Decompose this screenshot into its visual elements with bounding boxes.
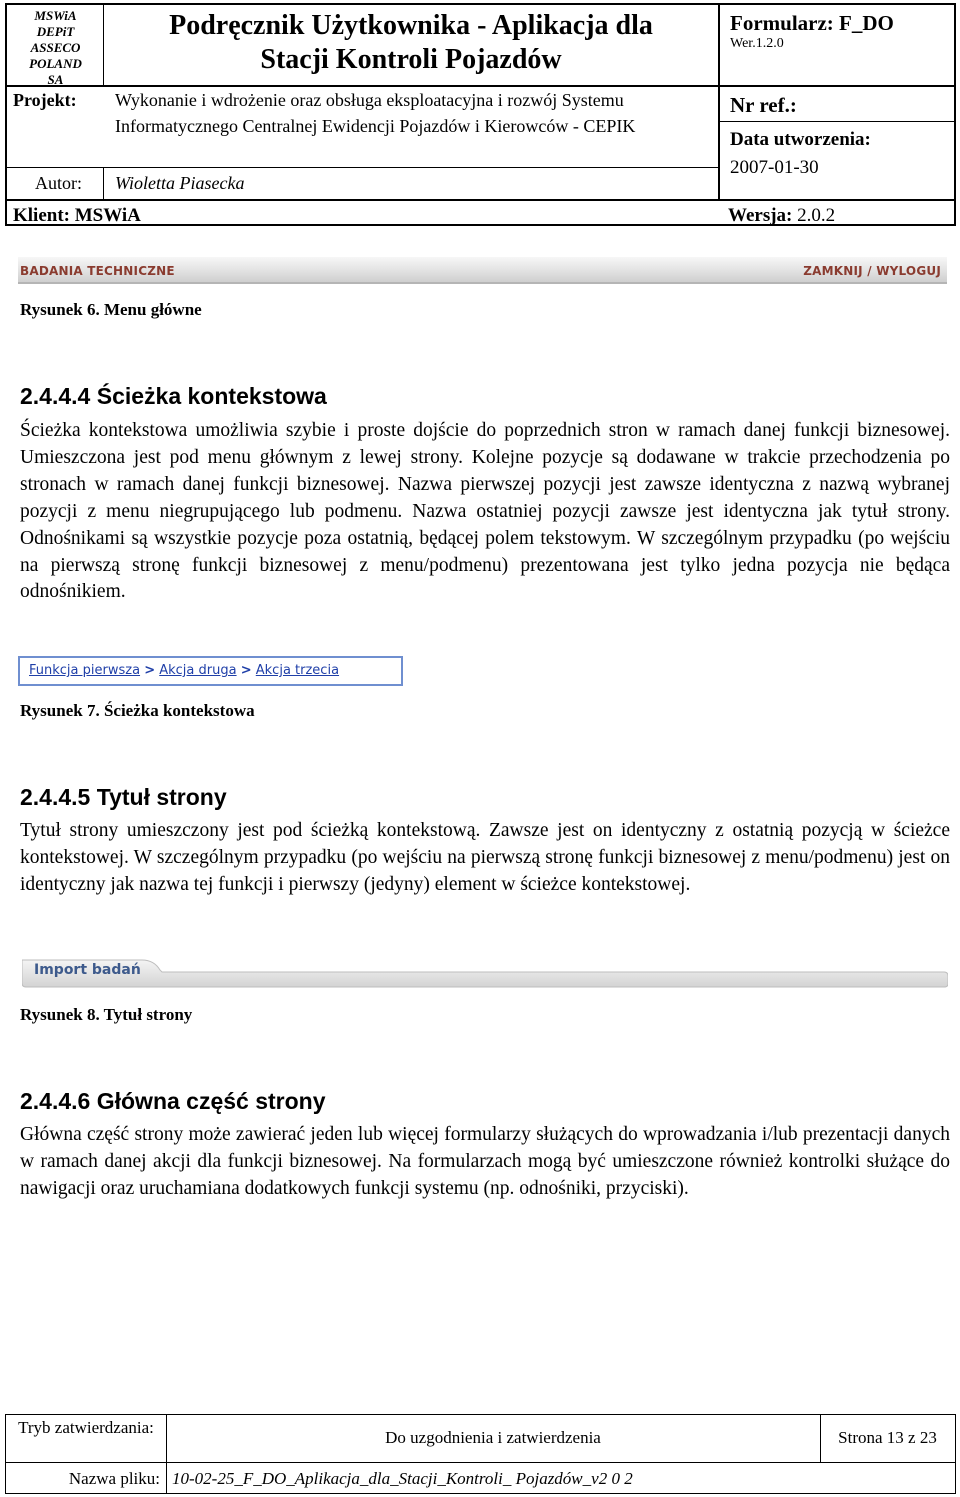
menu-item-technical-inspections[interactable]: BADANIA TECHNICZNE — [20, 264, 175, 278]
section-paragraph: Ścieżka kontekstowa umożliwia szybie i proste dojście do poprzednich stron w ramach danej funkcji biznesowej. Umieszczona jest pod menu głównym z lewej strony. Kolejne pozycje są dodawane w trakcie przechodzenia po stronach w ramach danej funkcji biznesowej. Nazwa pierwszej pozycji jest zawsze identyczna z nazwą wybranej pozycji z menu niegrupującego lub podmenu. Nazwa ostatniej pozycji zawsze jest identyczna jak tytuł strony. Odnośnikami są wszystkie pozycje poza ostatnią, będącej polem tekstowym. W szczególnym przypadku (po wejściu na pierwszą stronę funkcji biznesowej z menu/podmenu) prezentowana jest tylko jedna pozycja nie będąca odnośnikiem. — [20, 420, 950, 603]
section-heading: 2.4.4.4 Ścieżka kontekstowa — [20, 383, 327, 409]
breadcrumb-separator: > — [144, 663, 156, 678]
version-label: Wersja: — [728, 205, 793, 226]
project-text: Wykonanie i wdrożenie oraz obsługa eksploatacyjna i rozwój Systemu Informatycznego Centralnej Ewidencji Pojazdów i Kierowców - CEPIK — [115, 90, 636, 136]
creation-date-label: Data utworzenia: — [730, 129, 871, 150]
section-paragraph: Główna część strony może zawierać jeden lub więcej formularzy służących do wprowadzania i/lub prezentacji danych w ramach danej akcji dla funkcji biznesowej. Na formularzach mogą być umieszczone również kontrolki służące do nawigacji oraz uruchamiana dodatkowych funkcji systemu (np. odnośniki, przyciski). — [20, 1124, 950, 1199]
reference-number-label: Nr ref.: — [730, 93, 797, 117]
filename-value: 10-02-25_F_DO_Aplikacja_dla_Stacji_Kontroli_ Pojazdów_v2 0 2 — [172, 1469, 633, 1488]
footer-divider — [166, 1415, 167, 1493]
approval-value: Do uzgodnienia i zatwierdzenia — [385, 1428, 601, 1447]
main-menu-bar — [18, 257, 947, 284]
filename-label: Nazwa pliku: — [68, 1469, 160, 1488]
version-value: 2.0.2 — [797, 205, 836, 226]
version-info — [728, 201, 835, 227]
breadcrumb-item-first[interactable]: Funkcja pierwsza — [29, 663, 141, 678]
author-name: Wioletta Piasecka — [115, 173, 245, 193]
document-title — [104, 5, 718, 85]
document-title-line2: Stacji Kontroli Pojazdów — [260, 44, 562, 75]
breadcrumb-item-second[interactable]: Akcja druga — [159, 663, 237, 678]
author-label: Autor: — [35, 173, 82, 193]
section-paragraph: Tytuł strony umieszczony jest pod ścieżką kontekstową. Zawsze jest on identyczny z ostatnią pozycją w ścieżce kontekstowej. W szczególnym przypadku (po wejściu na pierwszą stronę funkcji biznesowej z menu/podmenu) jest on identyczny jak nazwa tej funkcji i pierwszy (jedyny) element w ścieżce kontekstowej. — [20, 820, 950, 895]
page-number: Strona 13 z 23 — [838, 1428, 937, 1447]
form-info — [724, 5, 954, 85]
figure-caption: Rysunek 6. Menu główne — [20, 300, 202, 319]
form-version: Wer.1.2.0 — [730, 36, 784, 51]
client-value: MSWiA — [74, 205, 141, 226]
logo-line: ASSECO — [30, 40, 81, 55]
breadcrumb — [29, 663, 339, 678]
figure-caption: Rysunek 7. Ścieżka kontekstowa — [20, 701, 255, 720]
breadcrumb-separator: > — [240, 663, 252, 678]
figure-caption: Rysunek 8. Tytuł strony — [20, 1005, 193, 1024]
header-divider — [103, 167, 104, 199]
client-info — [13, 201, 141, 227]
creation-date-value: 2007-01-30 — [730, 157, 819, 178]
header-divider — [7, 167, 718, 168]
logo-line: MSWiA — [34, 8, 77, 23]
form-label: Formularz: F_DO — [730, 11, 894, 35]
document-title-line1: Podręcznik Użytkownika - Aplikacja dla — [169, 10, 653, 41]
breadcrumb-example — [18, 656, 403, 686]
header-divider — [718, 5, 720, 199]
section-heading: 2.4.4.6 Główna część strony — [20, 1088, 326, 1114]
approval-label: Tryb zatwierdzania: — [18, 1418, 154, 1437]
section-heading: 2.4.4.5 Tytuł strony — [20, 784, 227, 810]
menu-item-close-logout[interactable]: ZAMKNIJ / WYLOGUJ — [803, 264, 941, 278]
document-header — [5, 3, 956, 226]
title-bar-background — [22, 958, 948, 988]
logo-line: POLAND — [29, 56, 82, 71]
document-footer — [5, 1414, 956, 1494]
company-logo-text — [7, 5, 104, 85]
page-title: Import badań — [34, 962, 141, 978]
logo-line: SA — [47, 72, 64, 87]
project-label: Projekt: — [13, 90, 77, 110]
footer-divider — [6, 1462, 955, 1463]
page-title-example — [22, 958, 948, 988]
logo-line: DEPiT — [36, 24, 75, 39]
creation-date — [724, 121, 871, 183]
client-label: Klient: — [13, 205, 70, 226]
breadcrumb-item-third[interactable]: Akcja trzecia — [255, 663, 340, 678]
